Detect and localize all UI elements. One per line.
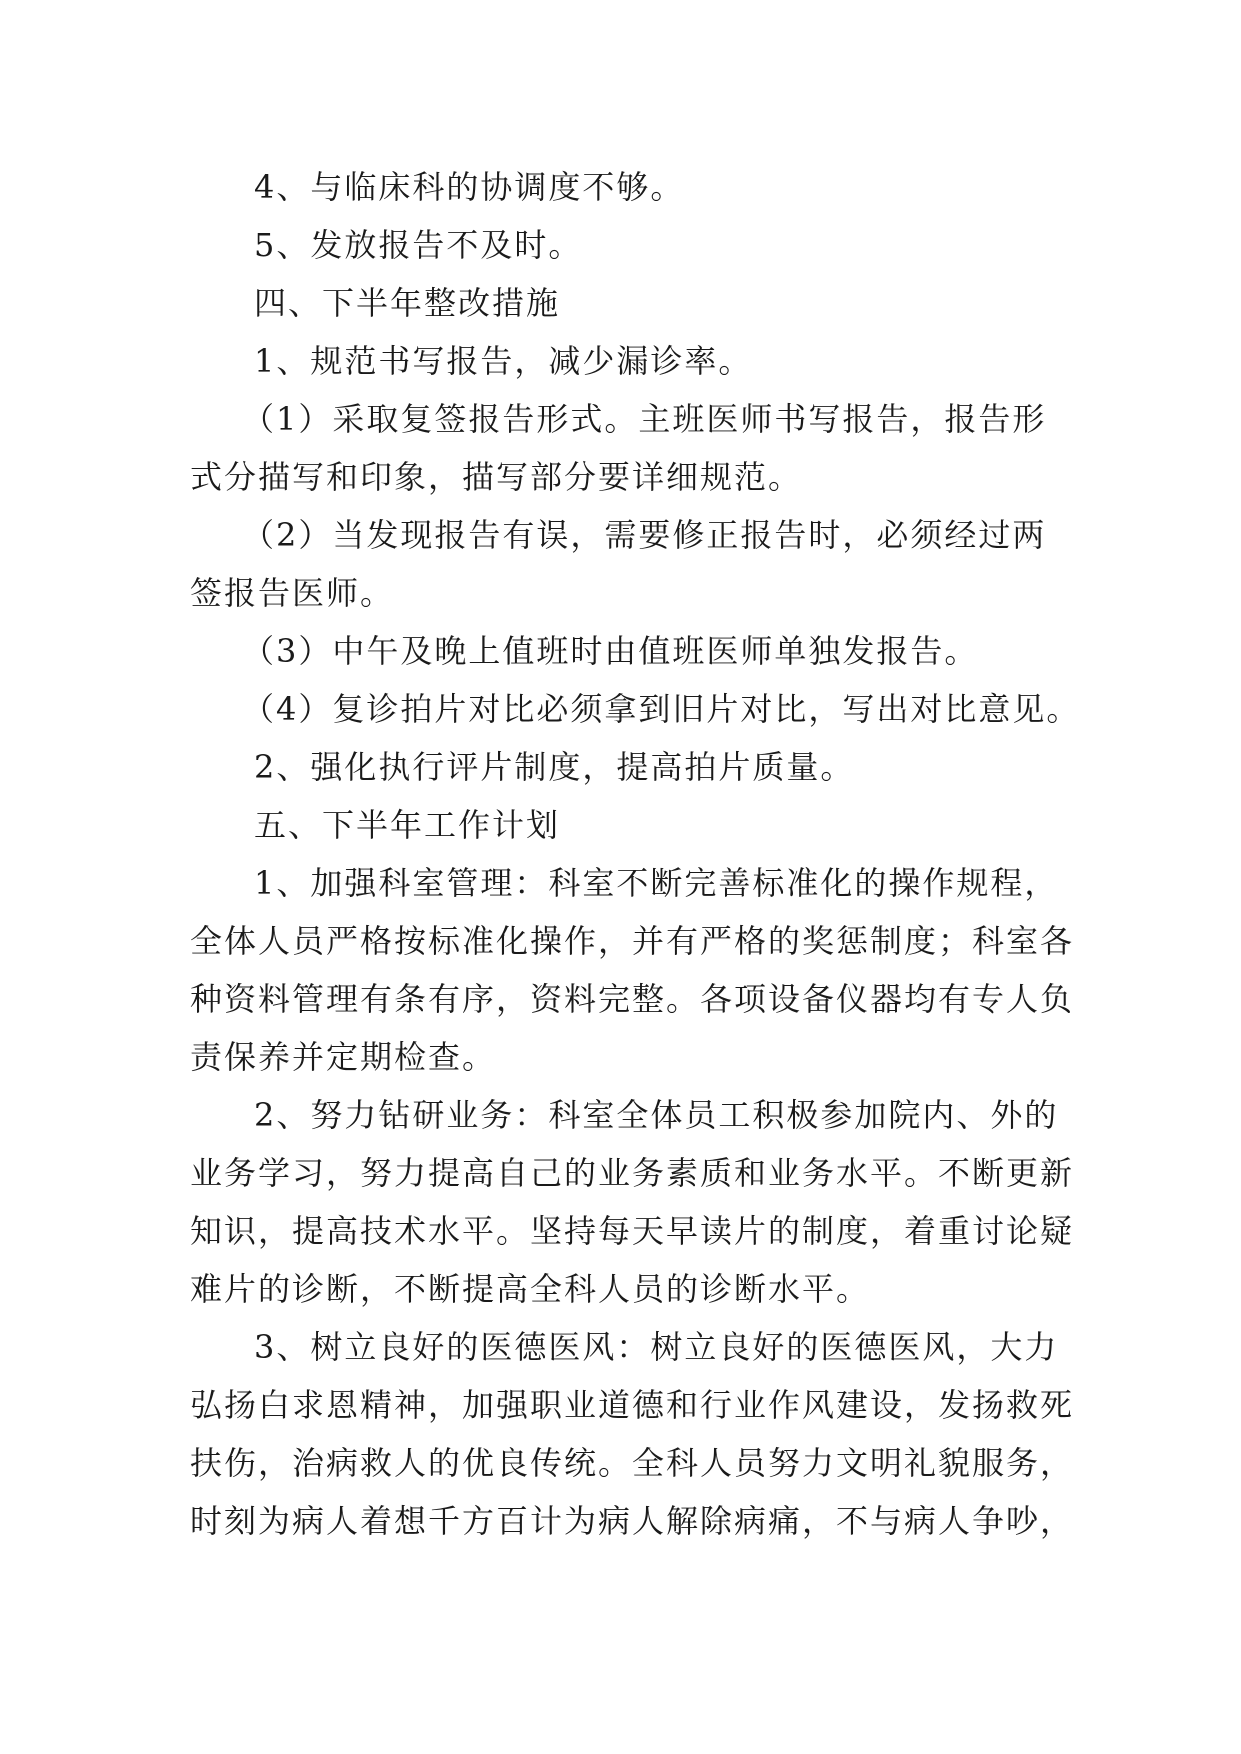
text-line: 难片的诊断，不断提高全科人员的诊断水平。 bbox=[190, 1270, 871, 1308]
paragraph-p11 bbox=[190, 854, 1075, 1086]
text-line: 签报告医师。 bbox=[190, 574, 395, 612]
paragraph-p13 bbox=[190, 1318, 1075, 1550]
text-line: （1）采取复签报告形式。主班医师书写报告，报告形 bbox=[242, 400, 1047, 438]
text-line: 知识，提高技术水平。坚持每天早读片的制度，着重讨论疑 bbox=[190, 1212, 1075, 1250]
paragraph-p2 bbox=[190, 216, 1060, 274]
paragraph-p6 bbox=[190, 506, 1060, 622]
paragraph-p4 bbox=[190, 332, 1060, 390]
text-line: 责保养并定期检查。 bbox=[190, 1038, 497, 1076]
text-line: 4、与临床科的协调度不够。 bbox=[254, 168, 685, 206]
text-line: 全体人员严格按标准化操作，并有严格的奖惩制度；科室各 bbox=[190, 922, 1075, 960]
paragraph-p7 bbox=[190, 622, 1060, 680]
text-line: 1、规范书写报告，减少漏诊率。 bbox=[254, 342, 753, 380]
text-line: 2、努力钻研业务：科室全体员工积极参加院内、外的 bbox=[254, 1096, 1059, 1134]
paragraph-p10 bbox=[190, 796, 1060, 854]
text-line: 5、发放报告不及时。 bbox=[254, 226, 583, 264]
paragraph-p5 bbox=[190, 390, 1060, 506]
paragraph-p3 bbox=[190, 274, 1060, 332]
text-line: （4）复诊拍片对比必须拿到旧片对比，写出对比意见。 bbox=[242, 690, 1081, 728]
text-line: （2）当发现报告有误，需要修正报告时，必须经过两 bbox=[242, 516, 1047, 554]
text-line: 种资料管理有条有序，资料完整。各项设备仪器均有专人负 bbox=[190, 980, 1075, 1018]
paragraph-p12 bbox=[190, 1086, 1075, 1318]
document-body bbox=[190, 158, 1081, 1550]
text-line: 1、加强科室管理：科室不断完善标准化的操作规程， bbox=[254, 864, 1059, 902]
text-line: 式分描写和印象，描写部分要详细规范。 bbox=[190, 458, 803, 496]
text-line: 扶伤，治病救人的优良传统。全科人员努力文明礼貌服务， bbox=[190, 1444, 1075, 1482]
text-line: 3、树立良好的医德医风：树立良好的医德医风，大力 bbox=[254, 1328, 1059, 1366]
text-line: 四、下半年整改措施 bbox=[254, 284, 561, 322]
text-line: 业务学习，努力提高自己的业务素质和业务水平。不断更新 bbox=[190, 1154, 1075, 1192]
paragraph-p1 bbox=[190, 158, 1060, 216]
text-line: 弘扬白求恩精神，加强职业道德和行业作风建设，发扬救死 bbox=[190, 1386, 1075, 1424]
text-line: 2、强化执行评片制度，提高拍片质量。 bbox=[254, 748, 855, 786]
text-line: 五、下半年工作计划 bbox=[254, 806, 561, 844]
paragraph-p8 bbox=[190, 680, 1081, 738]
paragraph-p9 bbox=[190, 738, 1060, 796]
text-line: 时刻为病人着想千方百计为病人解除病痛，不与病人争吵， bbox=[190, 1502, 1075, 1540]
text-line: （3）中午及晚上值班时由值班医师单独发报告。 bbox=[242, 632, 979, 670]
